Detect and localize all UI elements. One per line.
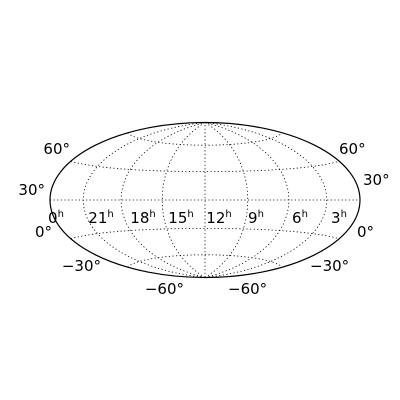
ra-tick-label-0h: 0$^h$: [48, 209, 64, 227]
dec-tick-label-right-30: 30°: [363, 171, 390, 189]
ra-tick-label-18h: 18$^h$: [130, 209, 156, 227]
dec-tick-label-right--60: −60°: [228, 280, 268, 298]
dec-tick-label-left-0: 0°: [34, 223, 52, 241]
ra-tick-label-21h: 21$^h$: [88, 209, 114, 227]
dec-tick-label-left-60: 60°: [43, 140, 70, 158]
dec-tick-label-right-0: 0°: [357, 223, 375, 241]
ra-tick-label-6h: 6$^h$: [292, 209, 308, 227]
ra-tick-label-3h: 3$^h$: [331, 209, 347, 227]
dec-tick-label-right--30: −30°: [310, 257, 350, 275]
ra-tick-label-15h: 15$^h$: [168, 209, 194, 227]
ra-tick-label-9h: 9$^h$: [248, 209, 264, 227]
dec-tick-label-left-30: 30°: [18, 181, 45, 199]
ra-tick-label-12h: 12$^h$: [206, 209, 232, 227]
dec-tick-label-left--30: −30°: [61, 257, 101, 275]
dec-tick-label-left--60: −60°: [144, 280, 184, 298]
dec-tick-label-right-60: 60°: [339, 140, 366, 158]
